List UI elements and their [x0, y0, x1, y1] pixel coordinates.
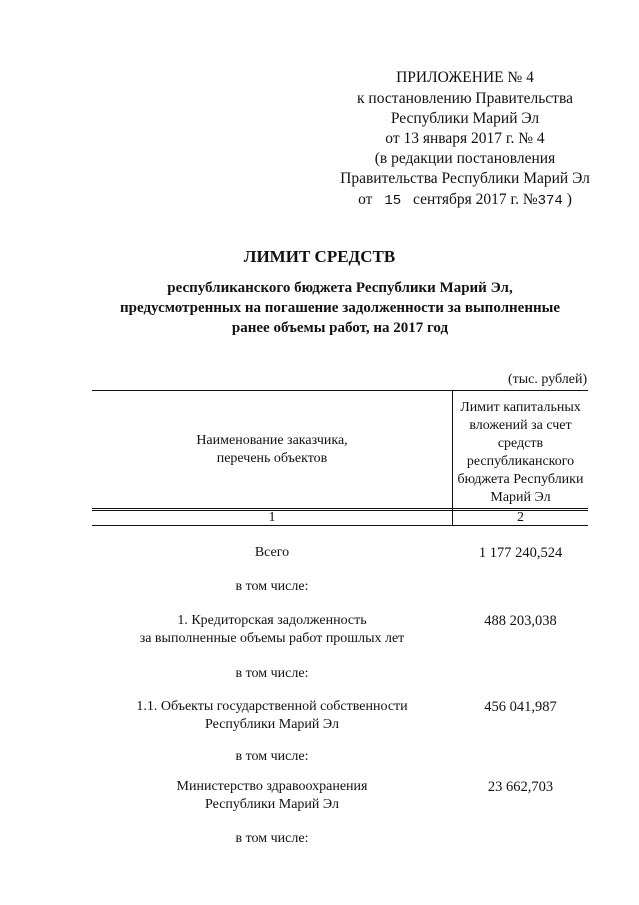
appendix-title: ПРИЛОЖЕНИЕ № 4 [396, 69, 534, 86]
subtitle-line: предусмотренных на погашение задолженности за выполненные [120, 300, 560, 316]
row-value: 1 177 240,524 [478, 545, 563, 561]
header-cell-line: республиканского [466, 454, 575, 469]
table-top-border [92, 390, 588, 391]
row-name: 1. Кредиторская задолженность [177, 613, 367, 628]
header-cell-line: Наименование заказчика, [196, 433, 348, 448]
subtitle-line: ранее объемы работ, на 2017 год [231, 320, 449, 336]
row-value: 456 041,987 [484, 699, 557, 715]
row-name: 1.1. Объекты государственной собственности [136, 699, 408, 714]
column-number-1: 1 [268, 510, 276, 525]
header-cell-line: перечень объектов [216, 451, 328, 466]
header-cell-line: Лимит капитальных [460, 400, 581, 415]
row-name: в том числе: [235, 579, 309, 594]
row-name: Республики Марий Эл [205, 717, 339, 732]
edition-suffix: ) [566, 191, 572, 208]
header-line: к постановлению Правительства [357, 90, 573, 107]
row-name: Всего [254, 545, 290, 560]
edition-number: 374 [537, 193, 563, 209]
edition-day: 15 [384, 193, 402, 209]
column-number-2: 2 [517, 510, 524, 525]
header-cell-line: вложений за счет [469, 418, 572, 433]
row-value: 23 662,703 [487, 779, 554, 795]
header-cell-line: бюджета Республики [457, 472, 584, 487]
header-line: от 13 января 2017 г. № 4 [385, 130, 545, 147]
header-line: Республики Марий Эл [390, 110, 540, 127]
header-cell-line: средств [497, 436, 544, 451]
edition-prefix: от [358, 191, 373, 208]
edition-month-year: сентября 2017 г. № [413, 191, 538, 208]
subtitle-line: республиканского бюджета Республики Марий Эл, [167, 280, 513, 296]
row-name: за выполненные объемы работ прошлых лет [139, 631, 405, 646]
row-name: в том числе: [235, 749, 309, 764]
row-value: 488 203,038 [484, 613, 557, 629]
header-cell-line: Марий Эл [490, 490, 551, 505]
header-edition-date [320, 190, 610, 211]
row-name: Министерство здравоохранения [176, 779, 368, 794]
units-label: (тыс. рублей) [508, 372, 588, 387]
row-name: в том числе: [235, 831, 309, 846]
document-title: ЛИМИТ СРЕДСТВ [243, 247, 396, 266]
header-line: (в редакции постановления [374, 150, 556, 167]
header-line: Правительства Республики Марий Эл [340, 170, 590, 187]
row-name: Республики Марий Эл [205, 797, 339, 812]
row-name: в том числе: [235, 666, 309, 681]
